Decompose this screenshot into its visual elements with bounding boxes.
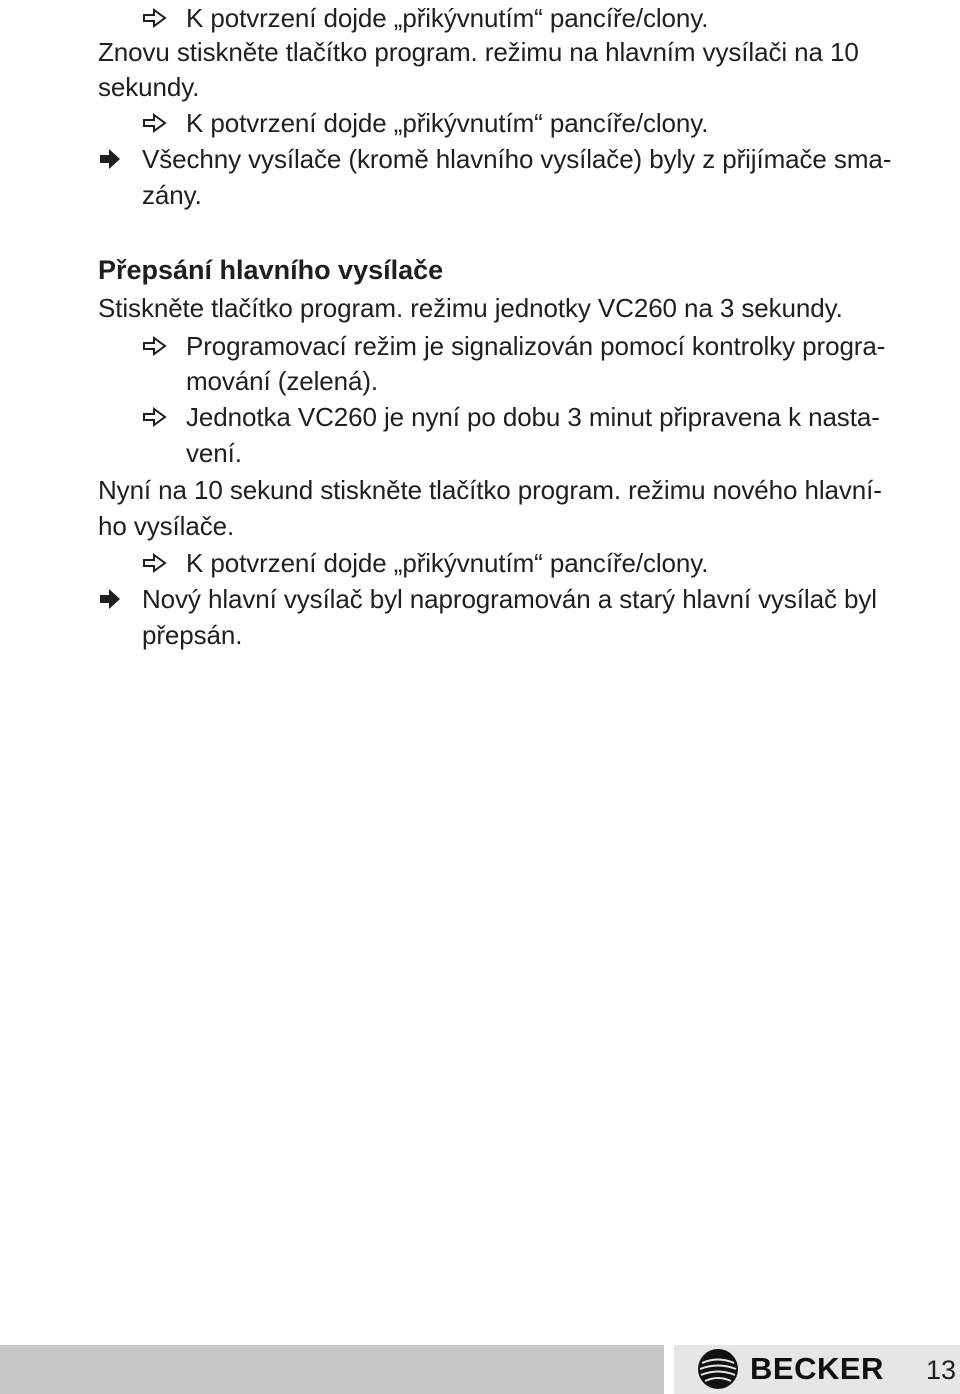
final-result-line: zány. xyxy=(142,180,202,210)
result-line: K potvrzení dojde „přikývnutím“ pancíře/clony. xyxy=(186,3,709,33)
result-line: K potvrzení dojde „přikývnutím“ pancíře/clony. xyxy=(186,548,709,578)
section-heading: Přepsání hlavního vysílače xyxy=(98,255,444,285)
outline-arrow-icon xyxy=(140,105,170,141)
instruction-line: sekundy. xyxy=(98,72,200,102)
result-line: K potvrzení dojde „přikývnutím“ pancíře/clony. xyxy=(186,108,709,138)
footer-divider xyxy=(664,1345,674,1394)
final-result-line: Všechny vysílače (kromě hlavního vysílače) byly z přijímače sma- xyxy=(142,144,892,174)
page-number: 13 xyxy=(925,1355,956,1385)
becker-logo-icon xyxy=(696,1347,740,1391)
outline-arrow-icon xyxy=(140,328,170,364)
filled-arrow-icon xyxy=(98,141,122,177)
outline-arrow-icon xyxy=(140,399,170,435)
filled-arrow-icon xyxy=(98,581,122,617)
instruction-line: Stiskněte tlačítko program. režimu jednotky VC260 na 3 sekundy. xyxy=(98,293,843,323)
footer-bar xyxy=(0,1345,664,1394)
brand-logo-text: BECKER xyxy=(750,1351,884,1386)
instruction-line: Nyní na 10 sekund stiskněte tlačítko program. režimu nového hlavní- xyxy=(98,475,882,505)
instruction-line: ho vysílače. xyxy=(98,511,235,541)
result-line: Jednotka VC260 je nyní po dobu 3 minut připravena k nasta- xyxy=(186,402,880,432)
result-line: mování (zelená). xyxy=(186,366,379,396)
instruction-line: Znovu stiskněte tlačítko program. režimu na hlavním vysílači na 10 xyxy=(98,37,859,67)
final-result-line: Nový hlavní vysílač byl naprogramován a starý hlavní vysílač byl xyxy=(142,584,877,614)
outline-arrow-icon xyxy=(140,545,170,581)
result-line: Programovací režim je signalizován pomocí kontrolky progra- xyxy=(186,331,886,361)
outline-arrow-icon xyxy=(140,0,170,36)
final-result-line: přepsán. xyxy=(142,620,243,650)
result-line: vení. xyxy=(186,438,242,468)
